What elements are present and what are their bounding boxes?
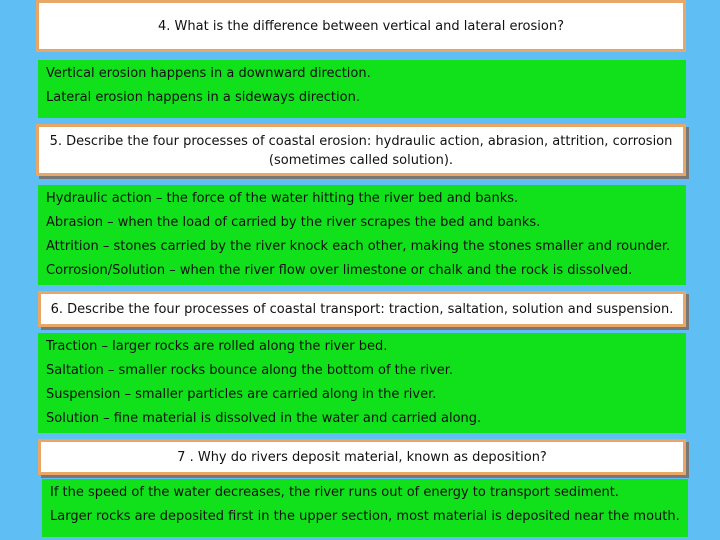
answer-line: Attrition – stones carried by the river knock each other, making the stones smaller and rounder.: [46, 239, 671, 254]
answer-line: Lateral erosion happens in a sideways direction.: [46, 90, 360, 105]
question-6-text: 6. Describe the four processes of coastal transport: traction, saltation, solution and suspension.: [50, 301, 674, 317]
answer-line: Hydraulic action – the force of the water hitting the river bed and banks.: [46, 191, 519, 206]
question-4-text: 4. What is the difference between vertical and lateral erosion?: [158, 18, 564, 34]
answer-line: Solution – fine material is dissolved in the water and carried along.: [46, 411, 482, 426]
question-5-box: [36, 124, 686, 176]
answer-7-box: [42, 479, 688, 537]
answer-line: Larger rocks are deposited first in the upper section, most material is deposited near the mouth.: [50, 509, 680, 524]
answer-line: Corrosion/Solution – when the river flow over limestone or chalk and the rock is dissolved.: [46, 263, 633, 278]
question-6-box: [38, 291, 686, 327]
question-5-text-line2: (sometimes called solution).: [268, 153, 454, 168]
answer-line: Vertical erosion happens in a downward direction.: [46, 66, 371, 81]
question-4-box: [36, 0, 686, 52]
answer-5-box: [38, 185, 686, 285]
answer-line: Abrasion – when the load of carried by the river scrapes the bed and banks.: [46, 215, 541, 230]
answer-6-box: [38, 333, 686, 433]
question-7-box: [38, 439, 686, 475]
question-7-text: 7 . Why do rivers deposit material, known as deposition?: [177, 449, 547, 465]
question-5-text-line1: 5. Describe the four processes of coastal erosion: hydraulic action, abrasion, attrition, corrosion: [49, 134, 673, 149]
answer-line: If the speed of the water decreases, the river runs out of energy to transport sediment.: [50, 485, 619, 500]
answer-line: Suspension – smaller particles are carried along in the river.: [46, 387, 437, 402]
answer-line: Traction – larger rocks are rolled along the river bed.: [46, 339, 388, 354]
answer-4-box: [38, 60, 686, 118]
answer-line: Saltation – smaller rocks bounce along the bottom of the river.: [46, 363, 454, 378]
